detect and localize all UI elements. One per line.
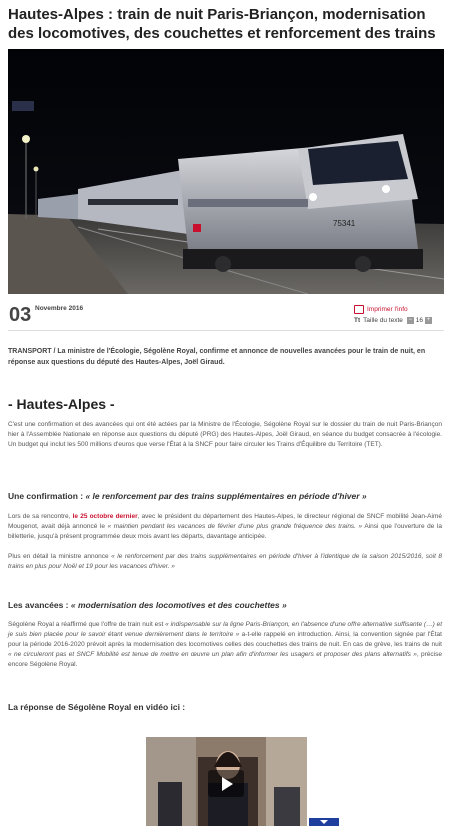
print-label: Imprimer l'info xyxy=(367,306,408,314)
heading-confirmation: Une confirmation : « le renforcement par des trains supplémentaires en période d'hiver » xyxy=(8,491,367,501)
heading-avancees: Les avancées : « modernisation des locomotives et des couchettes » xyxy=(8,600,287,610)
text-size-control xyxy=(354,317,434,324)
hero-photo-night-train xyxy=(8,49,444,294)
text-size-icon: Tt xyxy=(354,317,361,325)
paragraph-intro: C'est une confirmation et des avancées qui ont été actées par la Ministre de l'Écologie, Ségolène Royal sur le dossier du train de nuit Paris-Briançon hier à l'Assemblée Nationale en réponse aux questions du député (PRG) des Hautes-Alpes, Joël Giraud, en séance du budget consacrée à l'écologie. Un budget qui inclut les 500 millions d'euros que verse l'État à la SNCF pour faire circuler les Trains d'Équilibre du Territoire (TET). xyxy=(8,421,442,448)
chevron-down-icon[interactable] xyxy=(309,818,339,826)
article-title: Hautes-Alpes : train de nuit Paris-Briançon, modernisation des locomotives, des couchettes et renforcement des trains xyxy=(8,6,436,42)
date-toolbar xyxy=(8,300,444,331)
date-month: Novembre 2016 xyxy=(35,305,84,312)
plus-icon[interactable]: + xyxy=(426,317,431,323)
text-size-label: Taille du texte xyxy=(363,317,403,325)
video-heading: La réponse de Ségolène Royal en vidéo ici : xyxy=(8,702,186,712)
video-player[interactable] xyxy=(146,737,307,826)
paragraph-confirmation: Lors de sa rencontre, le 25 octobre dernier, avec le président du département des Hautes-Alpes, le directeur régional de SNCF mobilité Jean-Aimé Mougenot, avait déjà annoncé le « maintien pendant les vacances de février d'une plus grande fréquence des trains. » Ainsi que l'ouverture de la billetterie, jusqu'à présent programmée deux mois avant les départs, davantage anticipée. xyxy=(8,513,442,540)
hero-illustration xyxy=(8,49,444,294)
printer-icon xyxy=(354,305,364,314)
locomotive-number: 75341 xyxy=(333,219,356,228)
text-size-value: 16 xyxy=(415,317,423,325)
play-icon[interactable] xyxy=(208,770,244,797)
minus-icon[interactable]: − xyxy=(408,317,412,323)
section-title: - Hautes-Alpes - xyxy=(8,396,115,412)
paragraph-details: Plus en détail la ministre annonce « le renforcement par des trains supplémentaires en période d'hiver à l'identique de la saison 2015/2016, soit 8 trains en plus pour Noël et 19 pour les vacances d'hiver. » xyxy=(8,553,442,570)
highlight-date: le 25 octobre dernier xyxy=(72,513,138,520)
paragraph-avancees: Ségolène Royal a réaffirmé que l'offre de train nuit est « indispensable sur la ligne Paris-Briançon, en l'absence d'une offre alternative suffisante (…) et je suis bien placée pour le savoir étant venue dernièrement dans le territoire » a-t-elle rappelé en introduction. Ainsi, la convention signée par l'État pour la période 2016-2020 prévoit après la modernisation des locomotives celles des couchettes des trains de nuit. En cas de grève, les trains de nuit « ne circuleront pas et SNCF Mobilité est tenue de mettre en œuvre un plan afin d'informer les usagers et proposer des plans alternatifs », précise encore Ségolène Royal. xyxy=(8,621,443,668)
article-lead: TRANSPORT / La ministre de l'Écologie, Ségolène Royal, confirme et annonce de nouvelles avancées pour le train de nuit, en réponse aux questions du député des Hautes-Alpes, Joël Giraud. xyxy=(8,348,426,366)
date-day: 03 xyxy=(9,304,32,326)
print-button[interactable] xyxy=(354,305,408,314)
